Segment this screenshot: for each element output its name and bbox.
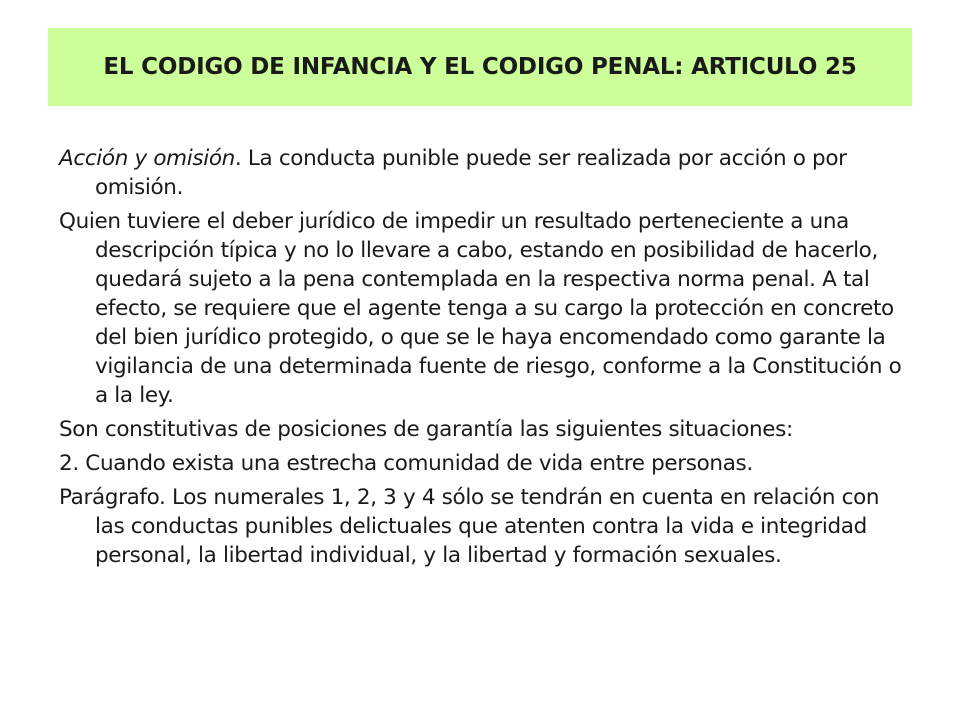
paragraph-text: Parágrafo. Los numerales 1, 2, 3 y 4 sólo se tendrán en cuenta en relación con las conductas punibles delictuales que atenten contra la vida e integridad personal, la libertad individual, y la libertad y formación sexuales. [59, 485, 880, 568]
paragraph-paragrafo [59, 483, 911, 570]
paragraph-text: . La conducta punible puede ser realizada por acción o por omisión. [95, 146, 847, 200]
title-banner [48, 28, 912, 106]
article-body [59, 144, 911, 575]
paragraph-posiciones-garantia [59, 415, 911, 444]
paragraph-deber-juridico [59, 207, 911, 410]
paragraph-text: Son constitutivas de posiciones de garantía las siguientes situaciones: [59, 417, 793, 442]
italic-lead: Acción y omisión [59, 146, 235, 171]
slide-title: EL CODIGO DE INFANCIA Y EL CODIGO PENAL: ARTICULO 25 [103, 54, 857, 80]
paragraph-text: 2. Cuando exista una estrecha comunidad de vida entre personas. [59, 451, 753, 476]
paragraph-numeral-2 [59, 449, 911, 478]
paragraph-accion-omision [59, 144, 911, 202]
paragraph-text: Quien tuviere el deber jurídico de impedir un resultado perteneciente a una descripción típica y no lo llevare a cabo, estando en posibilidad de hacerlo, quedará sujeto a la pena contemplada en la respectiva norma penal. A tal efecto, se requiere que el agente tenga a su cargo la protección en concreto del bien jurídico protegido, o que se le haya encomendado como garante la vigilancia de una determinada fuente de riesgo, conforme a la Constitución o a la ley. [59, 209, 902, 408]
